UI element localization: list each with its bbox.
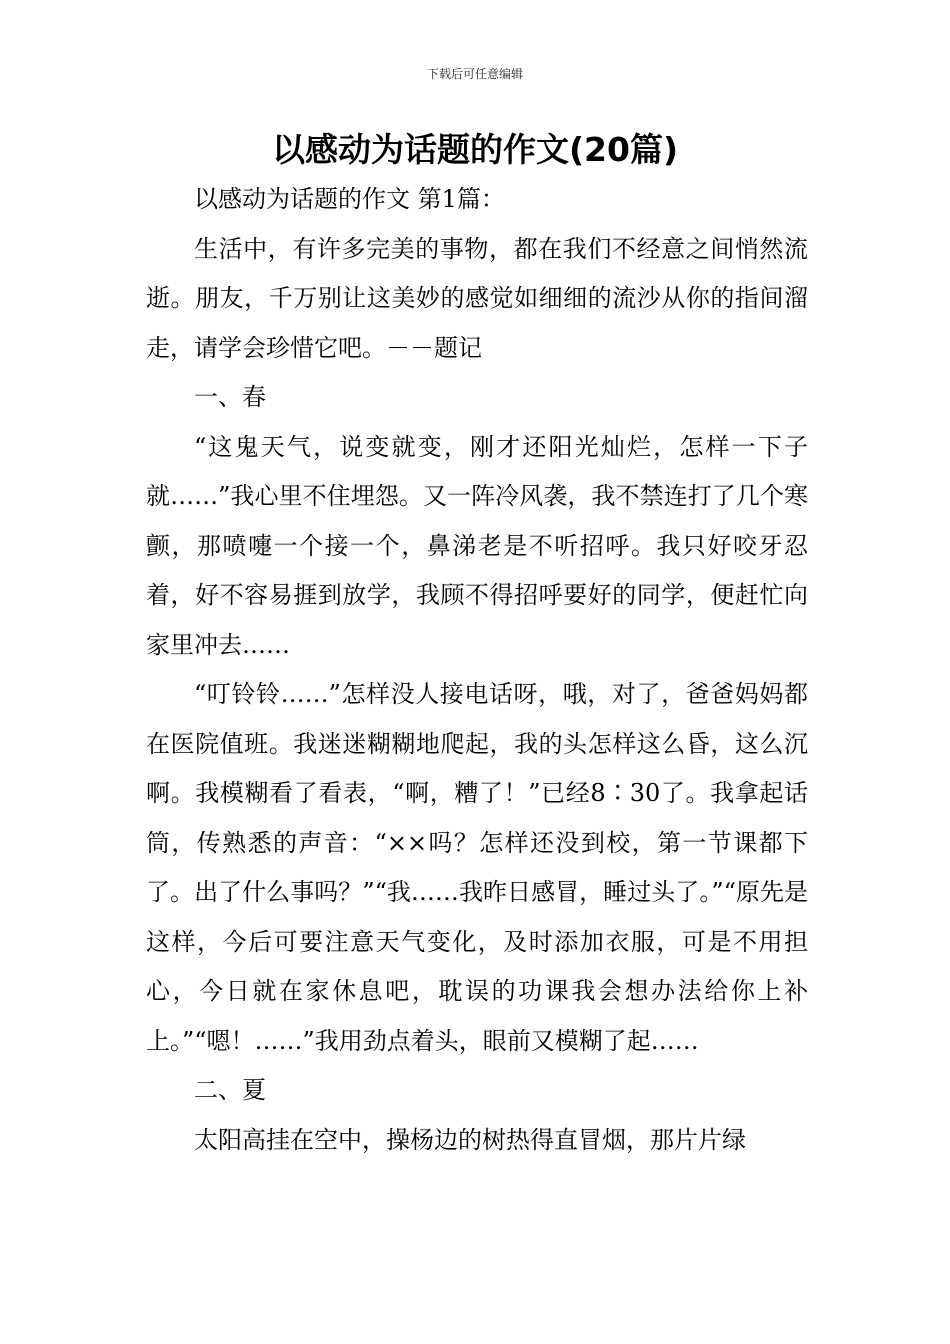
document-body xyxy=(146,175,808,1165)
document-title: 以感动为话题的作文(20篇) xyxy=(271,130,679,169)
paragraph-spring-2: “叮铃铃……”怎样没人接电话呀，哦，对了，爸爸妈妈都在医院值班。我迷迷糊糊地爬起，我的头怎样这么昏，这么沉啊。我模糊看了看表，“啊，糟了！”已经8∶30了。我拿起话筒，传熟悉的声音：“××吗？怎样还没到校，第一节课都下了。出了什么事吗？”“我……我昨日感冒，睡过头了。”“原先是这样，今后可要注意天气变化，及时添加衣服，可是不用担心，今日就在家休息吧，耽误的功课我会想办法给你上补上。”“嗯！……”我用劲点着头，眼前又模糊了起…… xyxy=(146,680,808,1055)
paragraph-summer-1: 太阳高挂在空中，操杨边的树热得直冒烟，那片片绿 xyxy=(194,1125,746,1154)
paragraph-spring-1: “这鬼天气，说变就变，刚才还阳光灿烂，怎样一下子就……”我心里不住埋怨。又一阵冷风袭，我不禁连打了几个寒颤，那喷嚏一个接一个，鼻涕老是不听招呼。我只好咬牙忍着，好不容易捱到放学，我顾不得招呼要好的同学，便赶忙向家里冲去…… xyxy=(146,432,808,659)
section-heading-summer: 二、夏 xyxy=(194,1076,266,1104)
paragraph-epigraph: 生活中，有许多完美的事物，都在我们不经意之间悄然流逝。朋友，千万别让这美妙的感觉如细细的流沙从你的指间溜走，请学会珍惜它吧。－－题记 xyxy=(146,234,808,362)
section-heading-spring: 一、春 xyxy=(194,383,266,411)
header-note: 下载后可任意编辑 xyxy=(426,67,523,81)
essay-subtitle: 以感动为话题的作文 第1篇： xyxy=(194,185,505,213)
